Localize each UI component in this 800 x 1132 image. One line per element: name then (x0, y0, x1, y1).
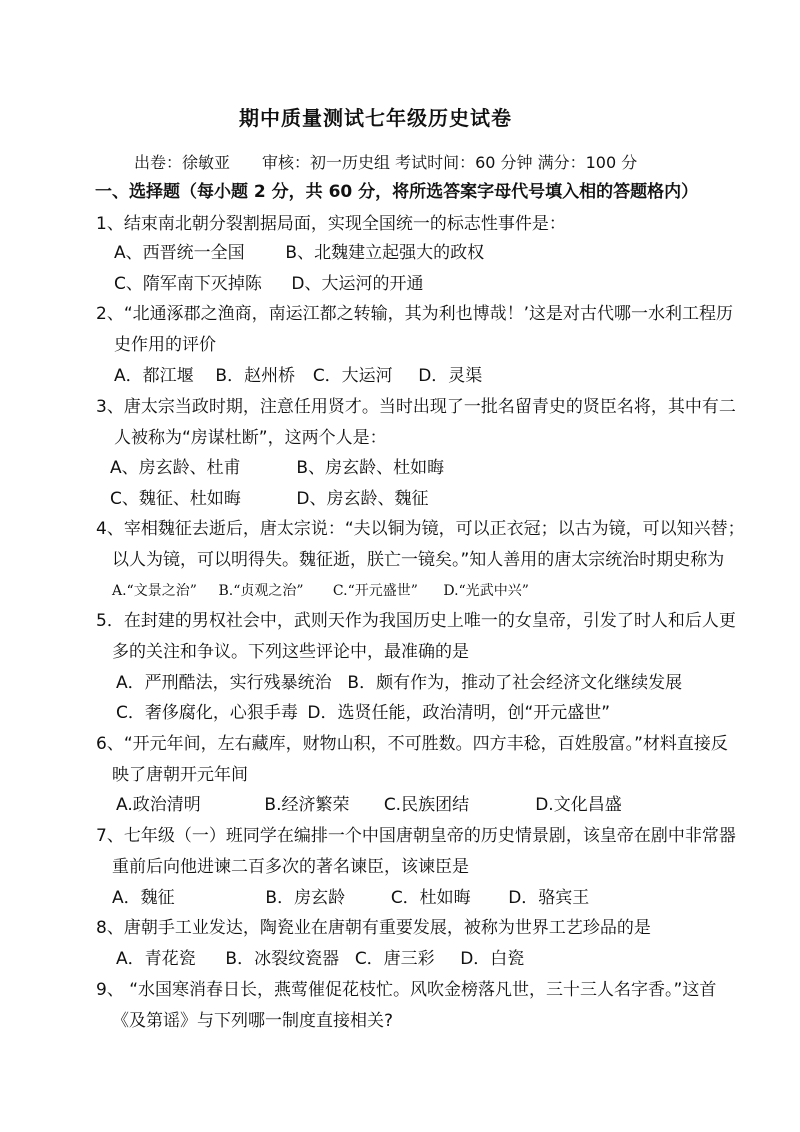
option-a: A．魏征 (112, 888, 175, 908)
option-b: B．房玄龄 (265, 888, 346, 908)
question-5-options-row2 (116, 702, 610, 724)
option-d: D、房玄龄、魏征 (296, 489, 429, 509)
question-5-options-row1 (116, 672, 682, 694)
option-b: B．颇有作为，推动了社会经济文化继续发展 (347, 673, 683, 693)
option-d: D．骆宾王 (508, 888, 590, 908)
option-b: B、北魏建立起强大的政权 (285, 243, 485, 263)
question-4-stem-line2: 以人为镜，可以明得失。魏征逝，朕亡一镜矣。”知人善用的唐太宗统治时期史称为 (112, 550, 725, 570)
question-2-options (114, 365, 482, 387)
question-8-stem: 8、唐朝手工业发达，陶瓷业在唐朝有重要发展，被称为世界工艺珍品的是 (96, 918, 651, 938)
option-d: D.文化昌盛 (535, 795, 622, 815)
option-b: B.经济繁荣 (264, 795, 350, 815)
question-3-stem-line2: 人被称为“房谋杜断”，这两个人是： (114, 428, 387, 448)
option-b: B.“贞观之治” (218, 583, 304, 599)
question-6-options (116, 794, 622, 816)
question-8-options (116, 948, 524, 970)
question-7-options (112, 887, 589, 909)
option-d: D．选贤任能，政治清明，创“开元盛世” (307, 703, 611, 723)
question-7-stem-line2: 重前后向他进谏二百多次的著名谏臣，该谏臣是 (112, 857, 469, 877)
option-c: C、隋军南下灭掉陈 (114, 274, 262, 294)
question-3-options-row1 (110, 457, 444, 479)
question-1-options-row2 (114, 273, 424, 295)
option-c: C、魏征、杜如晦 (110, 489, 241, 509)
option-b: B．赵州桥 (215, 366, 296, 386)
option-d: D．白瓷 (460, 949, 525, 969)
question-6-stem-line1: 6、“开元年间，左右藏库，财物山积，不可胜数。四方丰稔，百姓殷富。”材料直接反 (96, 734, 728, 754)
option-c: C．唐三彩 (354, 949, 435, 969)
option-d: D、大运河的开通 (291, 274, 424, 294)
question-2-stem-line1: 2、“北通涿郡之渔商，南运江都之转输，其为利也博哉！’这是对古代哪一水利工程历 (96, 304, 734, 324)
option-b: B、房玄龄、杜如晦 (296, 458, 445, 478)
option-c: C．大运河 (312, 366, 393, 386)
option-a: A.政治清明 (116, 795, 201, 815)
section-heading: 一、选择题（每小题 2 分，共 60 分，将所选答案字母代号填入相的答题格内） (95, 182, 699, 202)
option-a: A．严刑酷法，实行残暴统治 (116, 673, 332, 693)
question-3-options-row2 (110, 488, 429, 510)
question-1-options-row1 (114, 242, 484, 264)
question-3-stem-line1: 3、唐太宗当政时期，注意任用贤才。当时出现了一批名留青史的贤臣名将，其中有二 (96, 397, 736, 417)
option-c: C．奢侈腐化，心狠手毒 (116, 703, 298, 723)
option-b: B．冰裂纹瓷器 (225, 949, 340, 969)
option-c: C.民族团结 (383, 795, 470, 815)
question-5-stem-line1: 5．在封建的男权社会中，武则天作为我国历史上唯一的女皇帝，引发了时人和后人更 (96, 611, 736, 631)
question-5-stem-line2: 多的关注和争议。下列这些评论中，最准确的是 (112, 642, 469, 662)
exam-meta: 出卷：徐敏亚 审核：初一历史组 考试时间：60 分钟 满分：100 分 (134, 153, 638, 172)
question-6-stem-line2: 映了唐朝开元年间 (112, 765, 248, 785)
option-a: A、房玄龄、杜甫 (110, 458, 241, 478)
question-4-stem-line1: 4、宰相魏征去逝后，唐太宗说：“夫以铜为镜，可以正衣冠；以古为镜，可以知兴替； (96, 519, 745, 539)
page-title: 期中质量测试七年级历史试卷 (239, 106, 512, 130)
option-d: D.“光武中兴” (443, 583, 529, 599)
question-9-stem-line1: 9、 “水国寒消春日长，燕莺催促花枝忙。风吹金榜落凡世，三十三人名字香。”这首 (96, 980, 717, 1000)
option-d: D．灵渠 (418, 366, 483, 386)
question-4-options (112, 580, 529, 602)
option-c: C．杜如晦 (390, 888, 471, 908)
option-a: A．青花瓷 (116, 949, 196, 969)
question-7-stem-line1: 7、七年级（一）班同学在编排一个中国唐朝皇帝的历史情景剧，该皇帝在剧中非常器 (96, 826, 736, 846)
question-1-stem: 1、结束南北朝分裂割据局面，实现全国统一的标志性事件是： (96, 214, 566, 234)
option-a: A.“文景之治” (112, 583, 197, 599)
option-c: C.“开元盛世” (332, 583, 418, 599)
question-9-stem-line2: 《及第谣》与下列哪一制度直接相关? (112, 1011, 394, 1031)
option-a: A、西晋统一全国 (114, 243, 245, 263)
option-a: A．都江堰 (114, 366, 194, 386)
question-2-stem-line2: 史作用的评价 (114, 335, 216, 355)
